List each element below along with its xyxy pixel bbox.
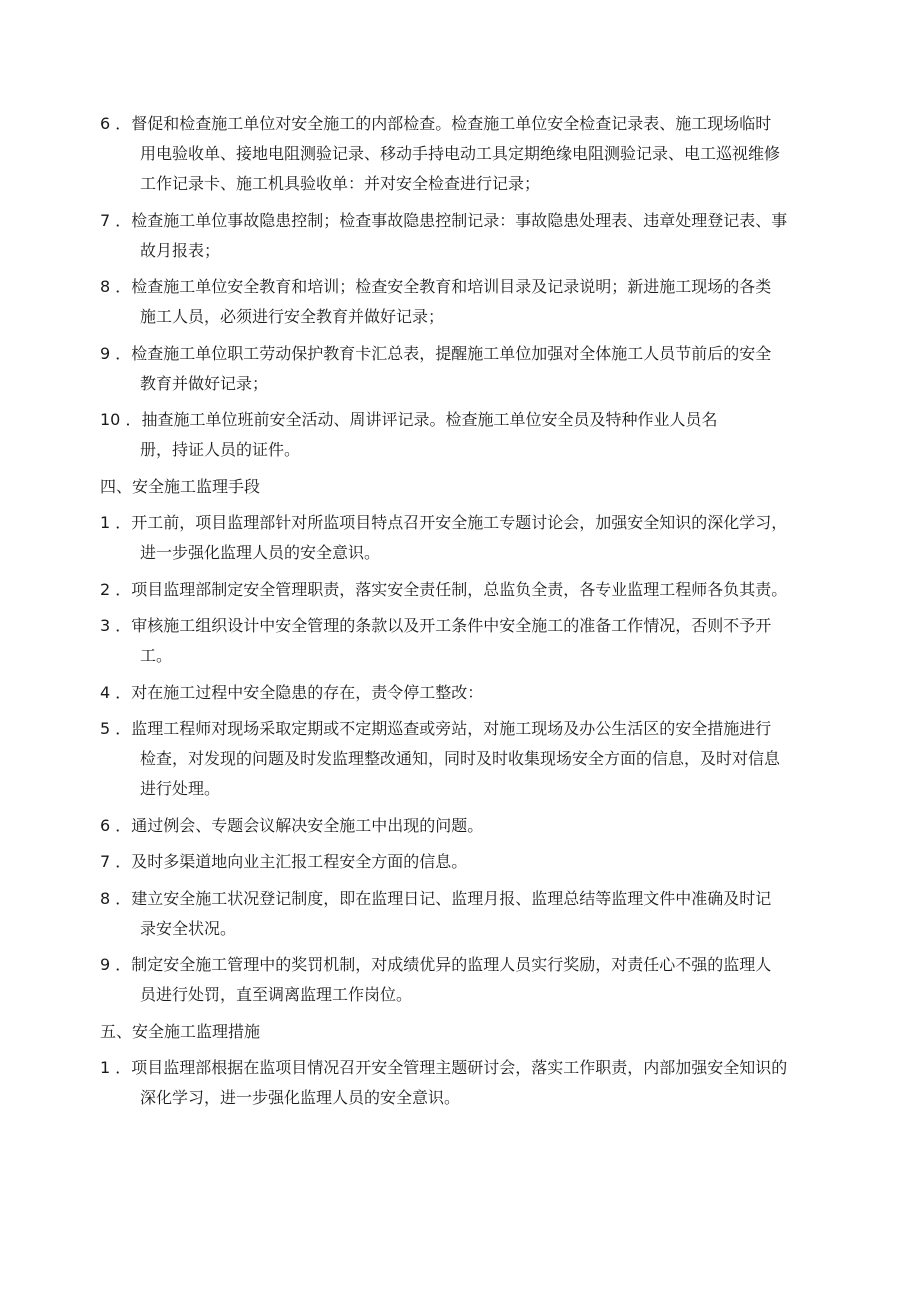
list-item [100,811,830,841]
list-item-continuation: 进一步强化监理人员的安全意识。 [140,543,381,562]
list-item-continuation: 工。 [140,646,173,665]
list-item-number: 6 [100,815,111,835]
list-item [100,405,830,465]
list-item [100,109,830,199]
list-item-separator: ． [115,210,132,230]
list-item-text: 检查施工单位事故隐患控制；检查事故隐患控制记录：事故隐患处理表、违章处理登记表、事 [131,210,788,230]
list-item-continuation: 进行处理。 [140,779,221,798]
list-item-continuation: 施工人员，必须进行安全教育并做好记录； [140,307,445,326]
list-item-number: 9 [100,955,111,974]
list-item [100,206,830,266]
list-item [100,1053,830,1113]
list-item-text: 项目监理部制定安全管理职责，落实安全责任制，总监负全责，各专业监理工程师各负其责。 [131,579,788,599]
list-item-number: 1 [100,513,111,532]
list-item-number: 10 [100,410,121,429]
list-item-first-line [100,272,830,302]
list-item [100,678,830,708]
list-item-first-line [100,611,830,641]
list-item-separator: ． [115,955,132,974]
list-item-separator: ． [115,719,132,738]
list-item-separator: ． [115,277,132,296]
list-item-text: 督促和检查施工单位对安全施工的内部检查。检查施工单位安全检查记录表、施工现场临时 [131,114,772,133]
list-item-first-line [100,508,830,538]
list-item-first-line [100,950,830,980]
list-item [100,950,830,1010]
list-item [100,884,830,944]
list-item-first-line [100,339,830,369]
list-item-first-line [100,575,830,605]
list-item-first-line [100,405,830,435]
section-heading [100,1017,830,1047]
list-item-text: 对在施工过程中安全隐患的存在，责令停工整改： [131,682,484,702]
list-item-continuation: 教育并做好记录； [140,373,269,393]
list-item-separator: ． [115,682,132,702]
list-item-number: 6 [100,114,111,133]
list-item-text: 通过例会、专题会议解决安全施工中出现的问题。 [131,815,484,835]
section-heading-text: 五、安全施工监理措施 [100,1021,261,1041]
list-item-number: 2 [100,579,111,599]
list-item-number: 9 [100,343,111,363]
list-item-number: 1 [100,1058,111,1077]
list-item-first-line [100,884,830,914]
list-item-continuation: 故月报表； [140,240,221,260]
list-item-first-line [100,109,830,139]
list-item-number: 8 [100,277,111,296]
list-item-text: 制定安全施工管理中的奖罚机制，对成绩优异的监理人员实行奖励，对责任心不强的监理人 [131,955,772,974]
section-heading [100,472,830,502]
list-item-separator: ． [115,579,132,599]
list-item-continuation: 用电验收单、接地电阻测验记录、移动手持电动工具定期绝缘电阻测验记录、电工巡视维修 [140,144,781,163]
list-item-separator: ． [115,852,132,871]
list-item-first-line [100,206,830,236]
list-item-number: 7 [100,852,111,871]
list-item-number: 3 [100,616,111,635]
list-item-continuation: 册，持证人员的证件。 [140,440,301,459]
list-item-text: 检查施工单位职工劳动保护教育卡汇总表，提醒施工单位加强对全体施工人员节前后的安全 [131,343,772,363]
list-item-text: 抽查施工单位班前安全活动、周讲评记录。检查施工单位安全员及特种作业人员名 [141,410,718,429]
list-item-first-line [100,714,830,744]
list-item-text: 监理工程师对现场采取定期或不定期巡查或旁站，对施工现场及办公生活区的安全措施进行 [131,719,772,738]
list-item [100,272,830,332]
list-item-text: 审核施工组织设计中安全管理的条款以及开工条件中安全施工的准备工作情况，否则不予开 [131,616,772,635]
list-item-number: 7 [100,210,111,230]
list-item-separator: ． [115,1058,132,1077]
section-heading-text: 四、安全施工监理手段 [100,476,261,496]
list-item-text: 开工前，项目监理部针对所监项目特点召开安全施工专题讨论会，加强安全知识的深化学习， [131,513,788,532]
list-item [100,847,830,877]
list-item-number: 5 [100,719,111,738]
list-item-first-line [100,1053,830,1083]
list-item [100,339,830,399]
list-item-continuation: 录安全状况。 [140,918,237,938]
list-item-text: 及时多渠道地向业主汇报工程安全方面的信息。 [131,852,468,871]
list-item-separator: ． [115,888,132,908]
list-item-separator: ． [115,513,132,532]
list-item-continuation: 检查，对发现的问题及时发监理整改通知，同时及时收集现场安全方面的信息，及时对信息 [140,749,781,768]
list-item [100,508,830,568]
list-item-first-line [100,678,830,708]
document-body [100,109,830,1113]
list-item [100,575,830,605]
list-item-number: 4 [100,682,111,702]
list-item-text: 检查施工单位安全教育和培训；检查安全教育和培训目录及记录说明；新进施工现场的各类 [131,277,772,296]
list-item-separator: ． [115,815,132,835]
list-item-separator: ． [115,114,132,133]
list-item-text: 建立安全施工状况登记制度，即在监理日记、监理月报、监理总结等监理文件中准确及时记 [131,888,772,908]
list-item-number: 8 [100,888,111,908]
list-item-continuation: 深化学习，进一步强化监理人员的安全意识。 [140,1088,461,1107]
list-item [100,611,830,671]
list-item-separator: ． [115,616,132,635]
list-item-first-line [100,847,830,877]
list-item [100,714,830,804]
list-item-continuation: 员进行处罚，直至调离监理工作岗位。 [140,985,413,1004]
list-item-separator: ． [115,343,132,363]
list-item-separator: ． [125,410,142,429]
list-item-continuation: 工作记录卡、施工机具验收单：并对安全检查进行记录； [140,174,541,193]
list-item-text: 项目监理部根据在监项目情况召开安全管理主题研讨会，落实工作职责，内部加强安全知识的 [131,1058,788,1077]
list-item-first-line [100,811,830,841]
